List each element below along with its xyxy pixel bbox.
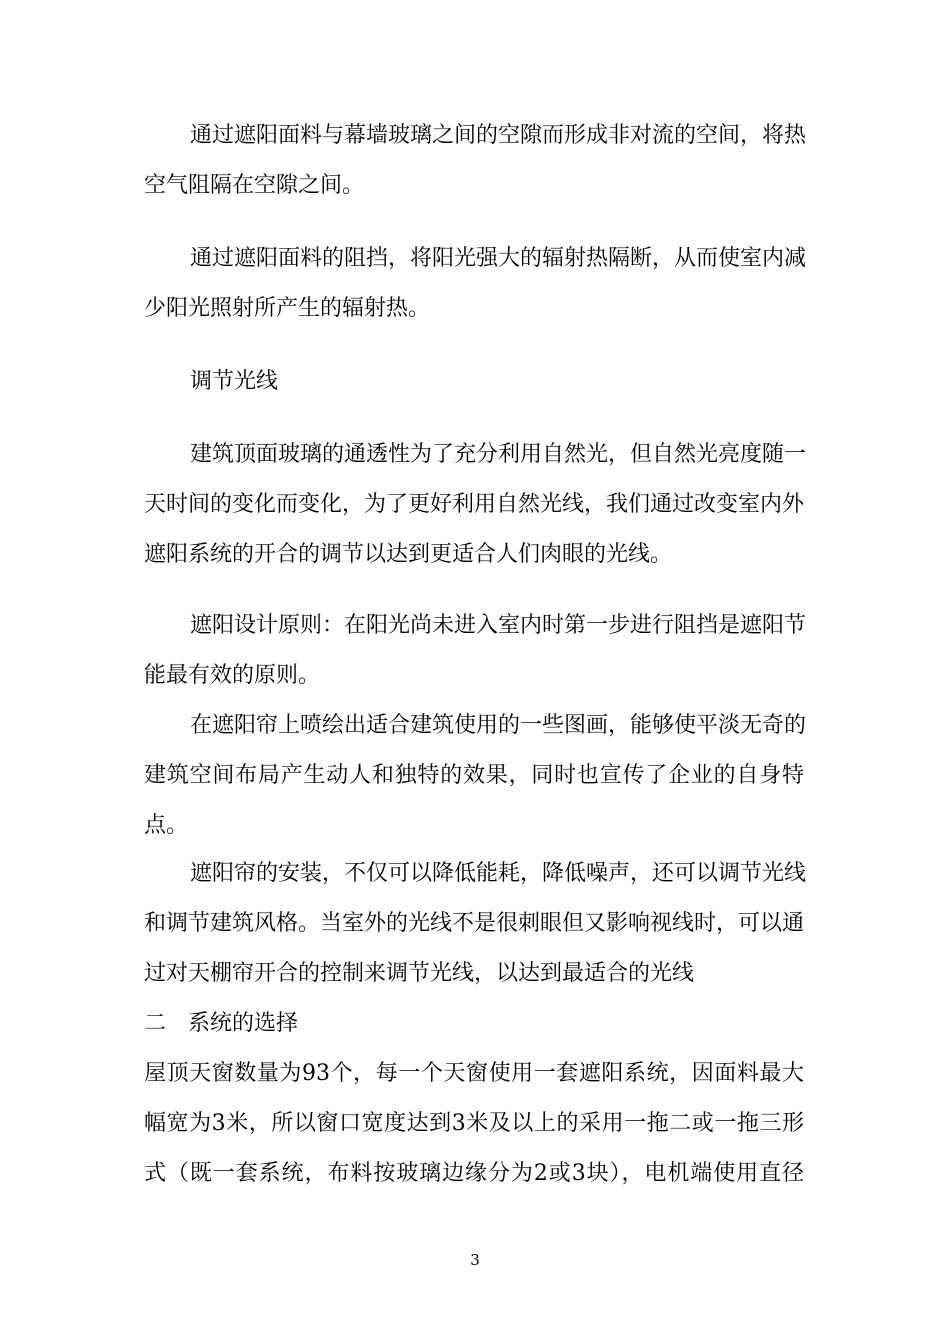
paragraph-9-line-3: 式（既一套系统，布料按玻璃边缘分为2或3块），电机端使用直径 [144, 1161, 804, 1186]
paragraph-4-line-3: 遮阳系统的开合的调节以达到更适合人们肉眼的光线。 [144, 542, 673, 567]
paragraph-6-line-1: 在遮阳帘上喷绘出适合建筑使用的一些图画，能够使平淡无奇的 [190, 713, 807, 738]
section-heading-adjust-light: 调节光线 [190, 369, 279, 394]
paragraph-2-line-2: 少阳光照射所产生的辐射热。 [144, 296, 431, 321]
section-heading-system-selection: 二 系统的选择 [144, 1011, 299, 1036]
page-number: 3 [470, 1251, 480, 1269]
paragraph-5-line-1: 遮阳设计原则：在阳光尚未进入室内时第一步进行阻挡是遮阳节 [190, 613, 807, 638]
paragraph-7-line-3: 过对天棚帘开合的控制来调节光线，以达到最适合的光线 [144, 961, 695, 986]
paragraph-6-line-2: 建筑空间布局产生动人和独特的效果，同时也宣传了企业的自身特 [144, 763, 804, 788]
paragraph-6-line-3: 点。 [144, 813, 189, 838]
paragraph-4-line-1: 建筑顶面玻璃的通透性为了充分利用自然光，但自然光亮度随一 [190, 442, 807, 467]
paragraph-1-line-2: 空气阻隔在空隙之间。 [144, 173, 365, 198]
paragraph-9-line-1: 屋顶天窗数量为93个，每一个天窗使用一套遮阳系统，因面料最大 [144, 1061, 804, 1086]
paragraph-2-line-1: 通过遮阳面料的阻挡，将阳光强大的辐射热隔断，从而使室内减 [190, 246, 807, 271]
paragraph-9-line-2: 幅宽为3米，所以窗口宽度达到3米及以上的采用一拖二或一拖三形 [144, 1111, 804, 1136]
paragraph-5-line-2: 能最有效的原则。 [144, 663, 321, 688]
paragraph-1-line-1: 通过遮阳面料与幕墙玻璃之间的空隙而形成非对流的空间，将热 [190, 123, 807, 148]
paragraph-7-line-2: 和调节建筑风格。当室外的光线不是很刺眼但又影响视线时，可以通 [144, 911, 805, 936]
paragraph-4-line-2: 天时间的变化而变化，为了更好利用自然光线，我们通过改变室内外 [144, 492, 805, 517]
paragraph-7-line-1: 遮阳帘的安装，不仅可以降低能耗，降低噪声，还可以调节光线 [190, 861, 807, 886]
